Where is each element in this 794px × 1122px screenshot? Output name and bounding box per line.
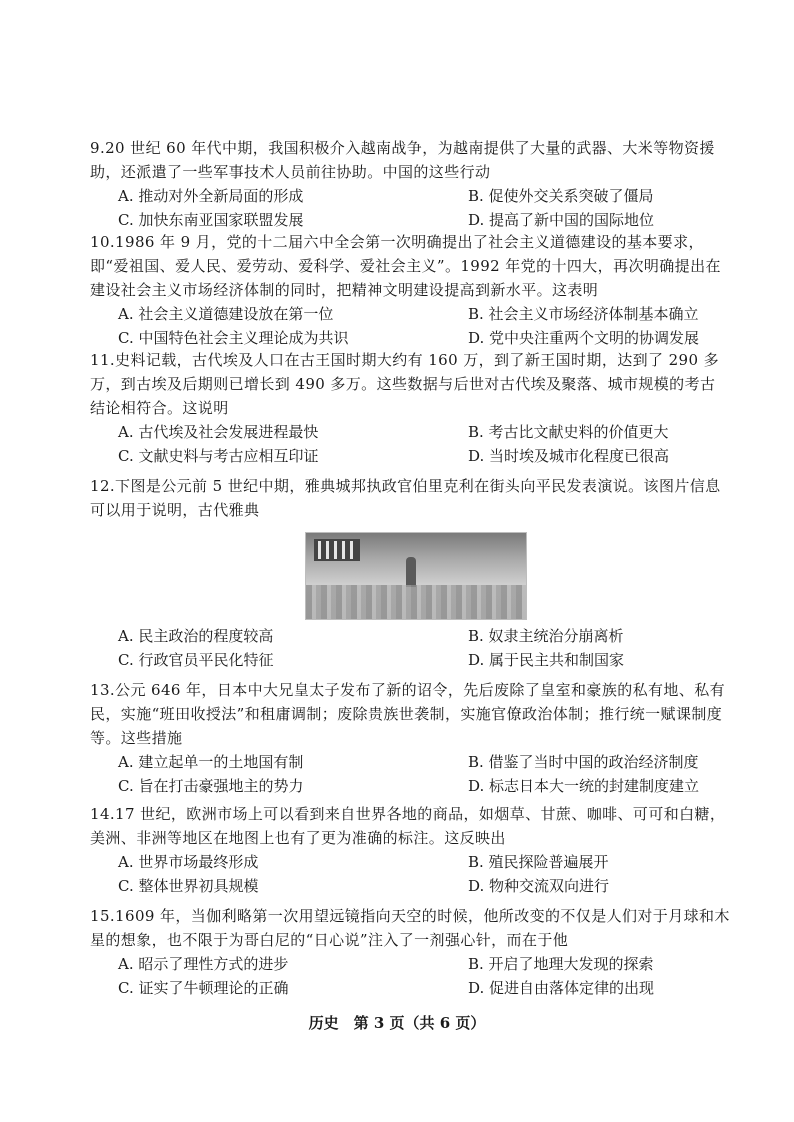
speaker-figure [406, 557, 416, 587]
option-b: B. 开启了地理大发现的探索 [468, 955, 654, 973]
option-a: A. 推动对外全新局面的形成 [118, 187, 304, 205]
option-c: C. 加快东南亚国家联盟发展 [118, 211, 304, 229]
page-footer [0, 1012, 794, 1033]
option-c: C. 整体世界初具规模 [118, 877, 259, 895]
option-d: D. 提高了新中国的国际地位 [468, 211, 655, 229]
option-a: A. 昭示了理性方式的进步 [118, 955, 289, 973]
question-stem: 15.1609 年，当伽利略第一次用望远镜指向天空的时候，他所改变的不仅是人们对于月球和木星的想象，也不限于为哥白尼的“日心说”注入了一剂强心针，而在于他 [90, 907, 730, 949]
options [118, 420, 730, 468]
option-d: D. 属于民主共和制国家 [468, 651, 625, 669]
column-graphic [326, 541, 329, 559]
option-b: B. 殖民探险普遍展开 [468, 853, 609, 871]
question-13 [90, 678, 730, 798]
options [118, 952, 730, 1000]
question-14 [90, 802, 730, 898]
option-a: A. 古代埃及社会发展进程最快 [118, 423, 319, 441]
options [118, 850, 730, 898]
option-a: A. 社会主义道德建设放在第一位 [118, 305, 334, 323]
option-d: D. 物种交流双向进行 [468, 877, 610, 895]
crowd-graphic [306, 585, 526, 619]
question-stem: 11.史料记载，古代埃及人口在古王国时期大约有 160 万，到了新王国时期，达到了 290 多万，到古埃及后期则已增长到 490 多万。这些数据与后世对古代埃及聚落、城市规模的考古结论相符合。这说明 [90, 351, 719, 417]
option-b: B. 奴隶主统治分崩离析 [468, 627, 624, 645]
option-c: C. 文献史料与考古应相互印证 [118, 447, 319, 465]
column-graphic [342, 541, 345, 559]
option-b: B. 考古比文献史料的价值更大 [468, 423, 669, 441]
option-d: D. 当时埃及城市化程度已很高 [468, 447, 670, 465]
option-c: C. 中国特色社会主义理论成为共识 [118, 329, 349, 347]
option-b: B. 社会主义市场经济体制基本确立 [468, 305, 699, 323]
question-stem: 13.公元 646 年，日本中大兄皇太子发布了新的诏令，先后废除了皇室和豪族的私有地、私有民，实施“班田收授法”和租庸调制；废除贵族世袭制，实施官僚政治体制；推行统一赋课制度等。这些措施 [90, 681, 726, 747]
option-a: A. 建立起单一的土地国有制 [118, 753, 304, 771]
question-12-options [90, 624, 730, 672]
option-a: A. 世界市场最终形成 [118, 853, 259, 871]
option-b: B. 借鉴了当时中国的政治经济制度 [468, 753, 699, 771]
option-b: B. 促使外交关系突破了僵局 [468, 187, 654, 205]
question-9 [90, 136, 730, 232]
option-c: C. 证实了牛顿理论的正确 [118, 979, 289, 997]
options [118, 750, 730, 798]
question-stem: 12.下图是公元前 5 世纪中期，雅典城邦执政官伯里克利在街头向平民发表演说。该图片信息可以用于说明，古代雅典 [90, 477, 721, 519]
question-stem: 9.20 世纪 60 年代中期，我国积极介入越南战争，为越南提供了大量的武器、大米等物资援助，还派遣了一些军事技术人员前往协助。中国的这些行动 [90, 139, 715, 181]
option-a: A. 民主政治的程度较高 [118, 627, 274, 645]
option-d: D. 党中央注重两个文明的协调发展 [468, 329, 700, 347]
column-graphic [350, 541, 353, 559]
question-11 [90, 348, 730, 468]
column-graphic [318, 541, 321, 559]
question-stem: 10.1986 年 9 月，党的十二届六中全会第一次明确提出了社会主义道德建设的基本要求，即“爱祖国、爱人民、爱劳动、爱科学、爱社会主义”。1992 年党的十四大，再次明确提出在建设社会主义市场经济体制的同时，把精神文明建设提高到新水平。这表明 [90, 233, 721, 299]
question-stem: 14.17 世纪，欧洲市场上可以看到来自世界各地的商品，如烟草、甘蔗、咖啡、可可和白糖，美洲、非洲等地区在地图上也有了更为准确的标注。这反映出 [90, 805, 726, 847]
option-d: D. 促进自由落体定律的出现 [468, 979, 655, 997]
options [118, 184, 730, 232]
option-c: C. 行政官员平民化特征 [118, 651, 274, 669]
column-graphic [334, 541, 337, 559]
options [118, 624, 730, 672]
question-15 [90, 904, 730, 1000]
option-c: C. 旨在打击豪强地主的势力 [118, 777, 304, 795]
options [118, 302, 730, 350]
option-d: D. 标志日本大一统的封建制度建立 [468, 777, 700, 795]
page-number-label: 历史 第 3 页（共 6 页） [308, 1014, 486, 1032]
question-12 [90, 474, 730, 522]
question-10 [90, 230, 730, 350]
pericles-speech-image [305, 532, 527, 620]
